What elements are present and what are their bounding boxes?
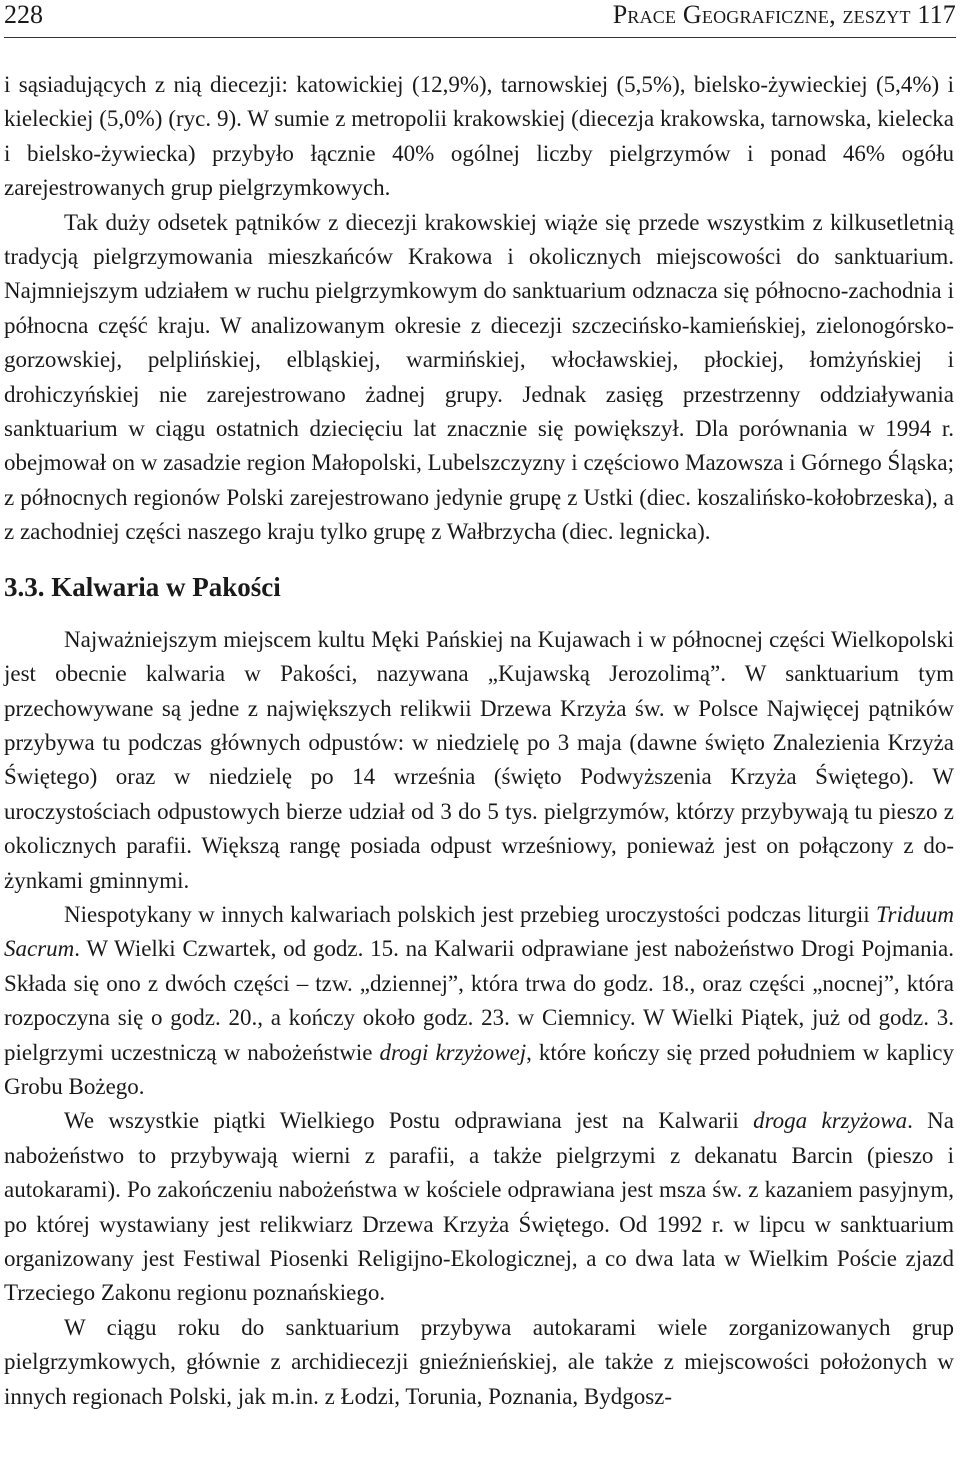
italic-term: droga krzyżowa bbox=[753, 1108, 908, 1134]
text-run: Niespotykany w innych kalwariach polskich jest przebieg uroczystości podczas liturgii bbox=[64, 901, 877, 927]
paragraph bbox=[4, 898, 954, 1104]
paragraph bbox=[4, 1104, 954, 1310]
header-rule bbox=[4, 37, 956, 38]
paragraph-continued: i sąsiadujących z nią diecezji: katowickiej (12,9%), tarnowskiej (5,5%), bielsko-żywieckiej (5,4%) i kieleckiej (5,0%) (ryc. 9). W sumie z metropolii krakowskiej (diecezja krakowska, tarnowska, kielecka i bielsko-żywiecka) przybyło łącznie 40% ogólnej liczby pielgrzymów i ponad 46% ogółu zarejestrowanych grup pielgrzymkowych. bbox=[4, 72, 954, 201]
italic-term: Triduum Sacrum bbox=[4, 901, 954, 962]
section-heading: 3.3. Kalwaria w Pakości bbox=[4, 571, 281, 602]
running-title: Prace Geograficzne, zeszyt 117 bbox=[612, 0, 956, 29]
paragraph: Tak duży odsetek pątników z diecezji krakowskiej wiąże się przede wszystkim z kilkusetletnią tradycją pielgrzymowania mieszkańców Krakowa i okolicznych miejscowości do sanktuarium. Najmniejszym udziałem w ruchu pielgrzymkowym do sanktuarium odznacza się północno-zachodnia i północna część kraju. W analizowanym okresie z diecezji szczecińsko-kamieńskiej, zielonogórsko-gorzowskiej, pelplińskiej, elbląskiej, warmińskiej, włocławskiej, płockiej, łomżyńskiej i drohiczyńskiej nie zarejestrowano żadnej grupy. Jednak zasięg przestrzenny oddziaływania sanktuarium w ciągu ostatnich dziecięciu lat znacznie się powiększył. Dla porównania w 1994 r. obejmował on w zasadzie region Małopolski, Lubelszczyzny i częściowo Mazowsza i Górnego Śląska; z północnych regionów Polski zarejestrowano jedynie grupę z Ustki (diec. koszalińsko-kołobrzeska), a z zachodniej części naszego kraju tylko grupę z Wałbrzycha (diec. legnicka). bbox=[4, 209, 954, 545]
text-run: . W Wielki Czwartek, od godz. 15. na Kalwarii odprawiane jest nabożeństwo Drogi Pojmania. Składa się ono z dwóch części – tzw. „dziennej”, która trwa do godz. 18., oraz części „nocnej”, która rozpoczyna się o godz. 20., a kończy około godz. 23. w Ciemnicy. W Wielki Piątek, już od godz. 3. pielgrzymi uczestniczą w nabożeństwie bbox=[4, 936, 954, 1065]
text-run: . Na nabożeństwo to przybywają wierni z parafii, a także pielgrzymi z dekanatu Barcin (pieszo i autokarami). Po zakończeniu nabożeństwa w kościele odprawiana jest msza św. z kazaniem pasyjnym, po której wystawiany jest relikwiarz Drzewa Krzyża Świętego. Od 1992 r. w lipcu w sanktuarium organizowany jest Festiwal Piosenki Religijno-Ekologicznej, a co dwa lata w Wielkim Poście zjazd Trzeciego Zakonu regionu poznańskiego. bbox=[4, 1108, 954, 1306]
text-run: , które kończy się przed południem w kaplicy Grobu Bożego. bbox=[4, 1039, 954, 1099]
section-body bbox=[4, 623, 954, 1414]
paragraph: W ciągu roku do sanktuarium przybywa autokarami wiele zorganizowanych grup pielgrzymkowych, głównie z archidiecezji gnieźnieńskiej, ale także z miejscowości położonych w innych regionach Polski, jak m.in. z Łodzi, Torunia, Poznania, Bydgosz- bbox=[4, 1314, 954, 1409]
text-run: We wszystkie piątki Wielkiego Postu odprawiana jest na Kalwarii bbox=[64, 1108, 754, 1134]
italic-term: drogi krzyżowej bbox=[379, 1039, 527, 1065]
page-number: 228 bbox=[4, 0, 43, 29]
page-body bbox=[4, 68, 954, 1414]
paragraph: Najważniejszym miejscem kultu Męki Pańskiej na Kujawach i w północnej części Wielkopolski jest obecnie kalwaria w Pakości, nazywana „Kujawską Jerozolimą”. W sanktuarium tym przechowywane są jedne z największych relikwii Drzewa Krzyża św. w Polsce Najwięcej pątników przybywa tu podczas głównych odpustów: w niedzielę po 3 maja (dawne święto Znalezienia Krzyża Świętego) oraz w niedzielę po 14 września (święto Podwyższenia Krzyża Świętego). W uroczystościach odpustowych bierze udział od 3 do 5 tys. pielgrzymów, którzy przybywają tu pieszo z okolicznych parafii. Większą rangę posiada odpust wrześniowy, ponieważ jest on połączony z dożynkami gminnymi. bbox=[4, 626, 954, 893]
page-header bbox=[0, 0, 960, 40]
